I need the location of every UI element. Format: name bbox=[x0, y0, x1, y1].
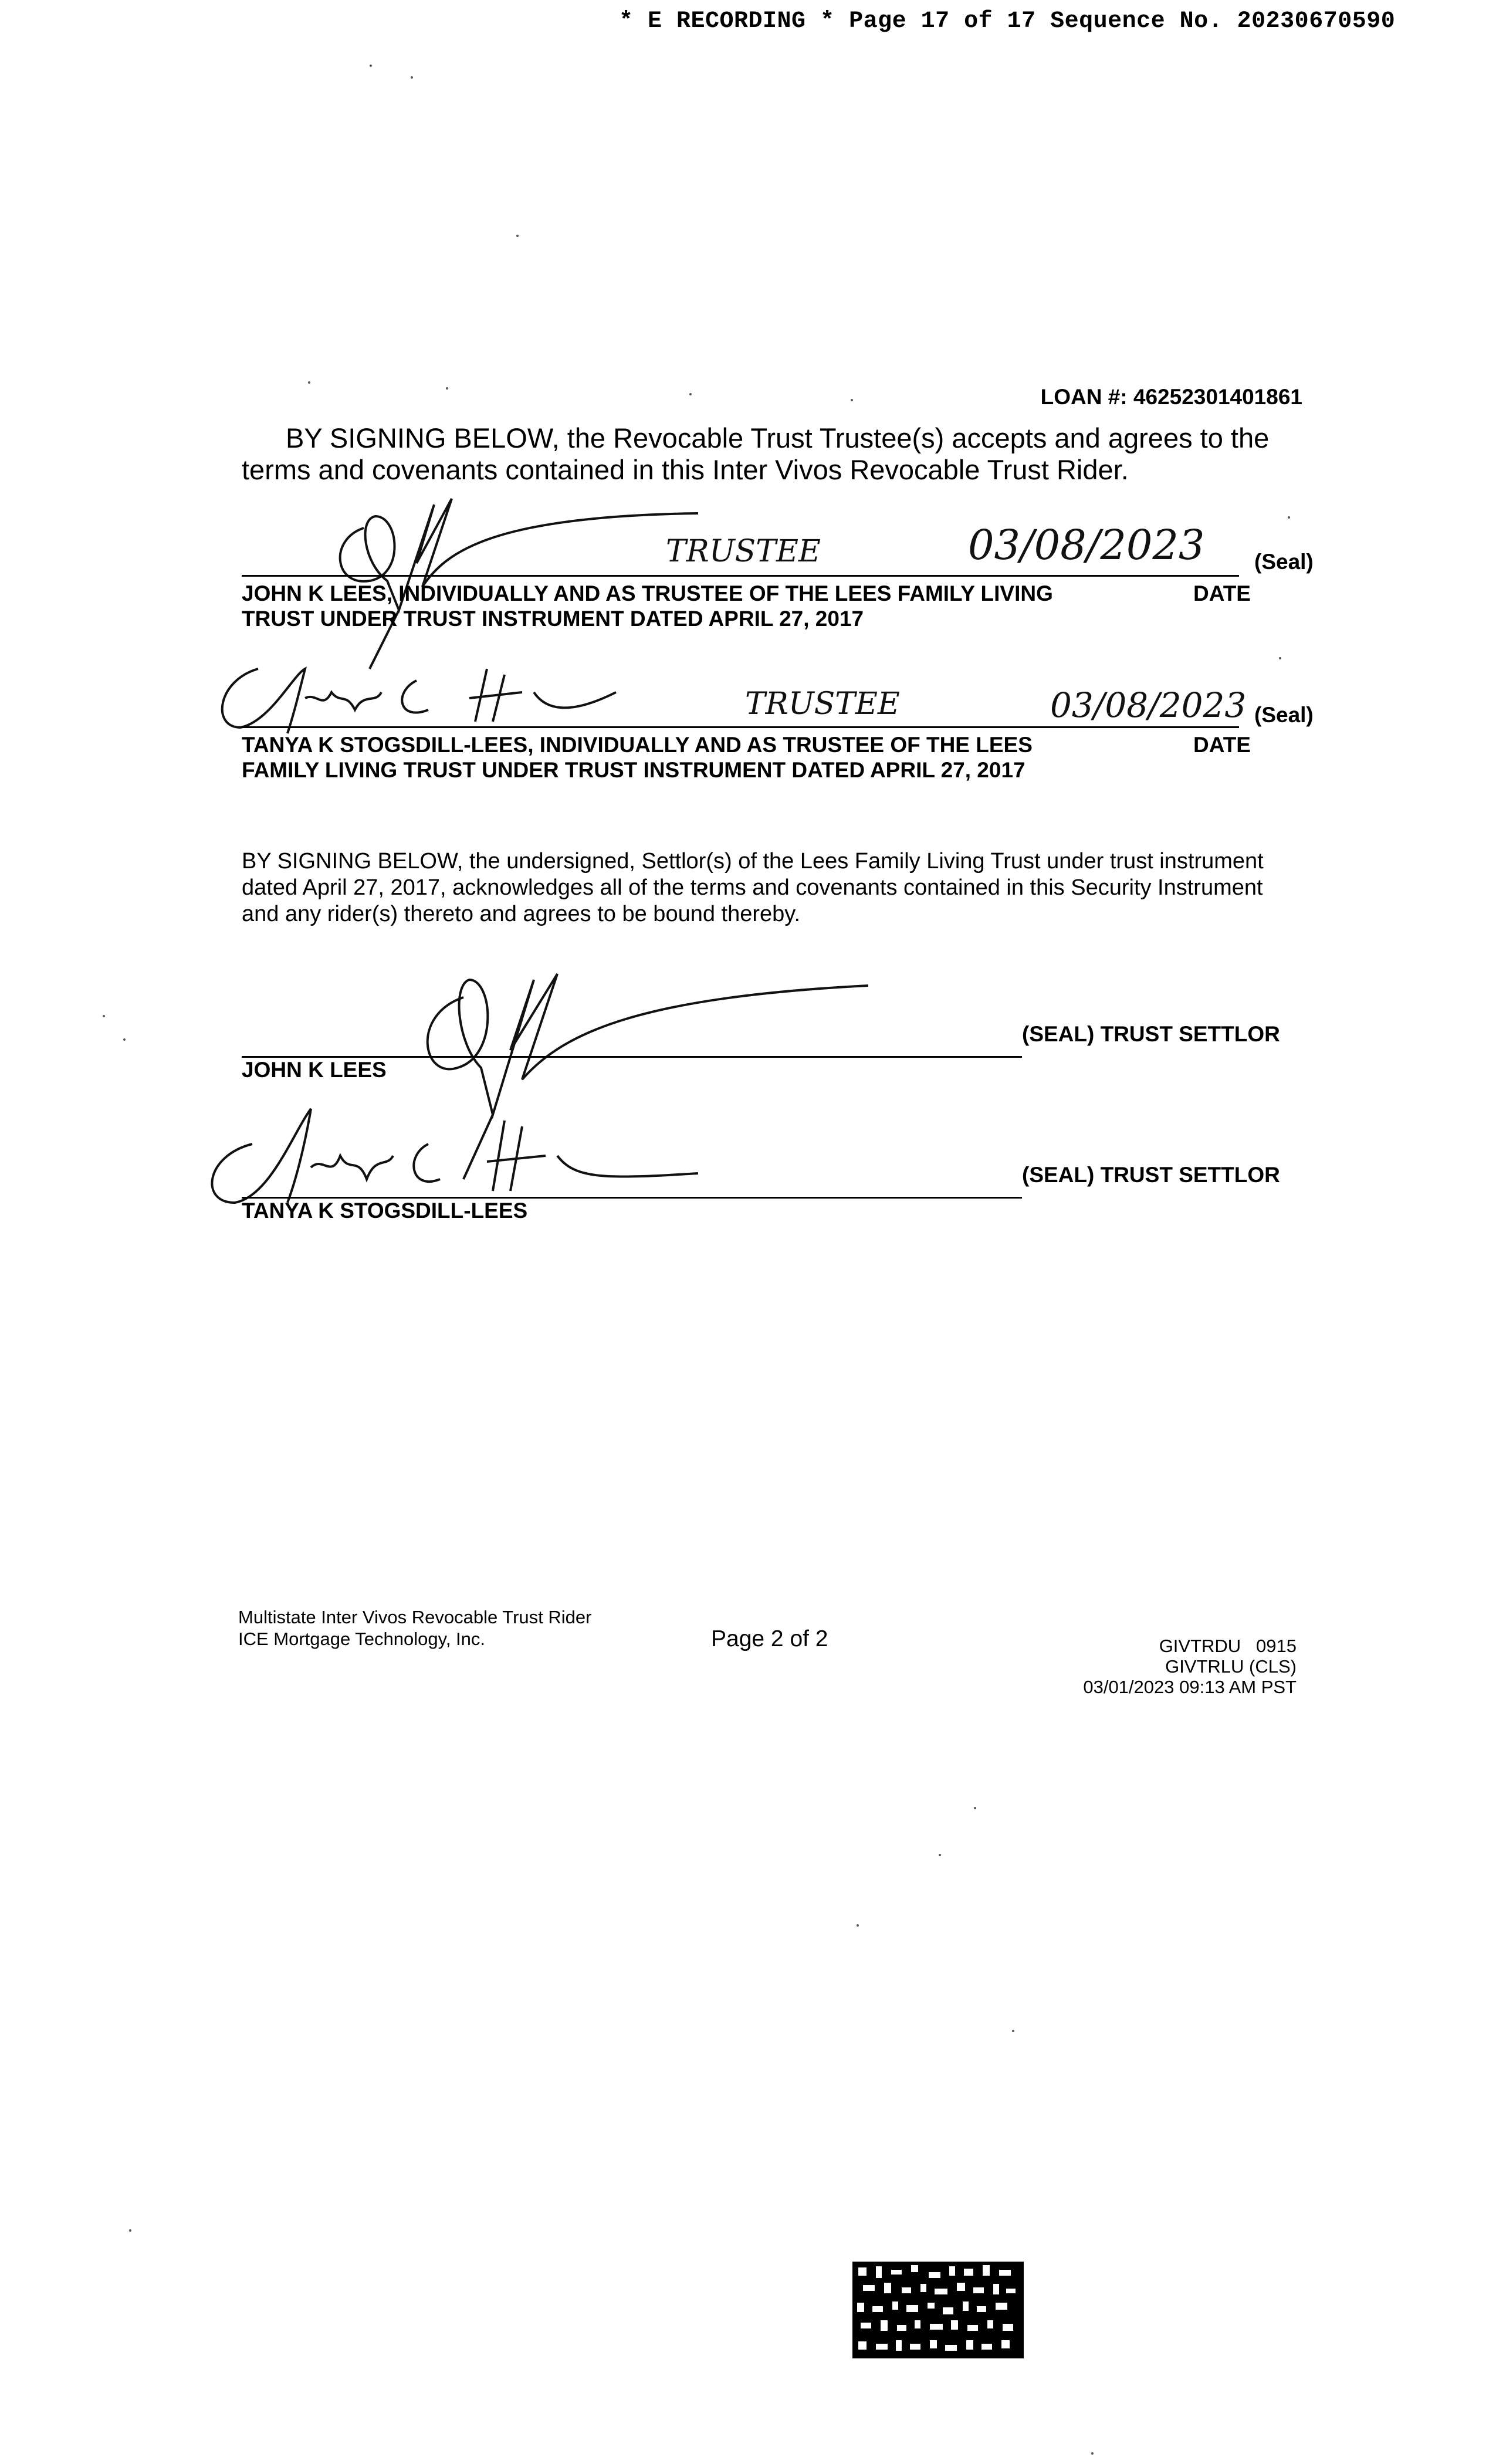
footer-timestamp: 03/01/2023 09:13 AM PST bbox=[1083, 1677, 1297, 1697]
trustee-1-name-line-2: TRUST UNDER TRUST INSTRUMENT DATED APRIL 27, 2017 bbox=[242, 607, 864, 631]
recording-header: * E RECORDING * Page 17 of 17 Sequence No. 20230670590 bbox=[619, 8, 1396, 35]
footer-form-code-2: GIVTRLU (CLS) bbox=[1165, 1656, 1297, 1677]
seal-label-2: (Seal) bbox=[1254, 703, 1314, 727]
handwritten-date-1: 03/08/2023 bbox=[968, 521, 1205, 569]
date-label-2: DATE bbox=[1193, 733, 1251, 757]
handwritten-date-2: 03/08/2023 bbox=[1050, 685, 1247, 725]
trustee-2-name-line-2: FAMILY LIVING TRUST UNDER TRUST INSTRUMENT DATED APRIL 27, 2017 bbox=[242, 758, 1025, 782]
settlor-seal-label-1: (SEAL) TRUST SETTLOR bbox=[1022, 1022, 1280, 1046]
footer-form-code-1: GIVTRDU 0915 bbox=[1159, 1636, 1297, 1656]
handwritten-trustee-2: TRUSTEE bbox=[745, 686, 900, 722]
signature-line-2 bbox=[242, 726, 1239, 728]
handwritten-trustee-1: TRUSTEE bbox=[666, 534, 821, 569]
footer-form-title: Multistate Inter Vivos Revocable Trust Rider bbox=[238, 1607, 592, 1627]
trustee-intro-paragraph: BY SIGNING BELOW, the Revocable Trust Trustee(s) accepts and agrees to the terms and covenants contained in this Inter Vivos Revocable Trust Rider. bbox=[242, 422, 1270, 485]
date-label-1: DATE bbox=[1193, 581, 1251, 605]
footer-right bbox=[1083, 1636, 1297, 1697]
footer-page-number: Page 2 of 2 bbox=[711, 1626, 828, 1651]
footer-company: ICE Mortgage Technology, Inc. bbox=[238, 1629, 486, 1649]
settlor-1-name: JOHN K LEES bbox=[242, 1058, 387, 1082]
settlor-paragraph: BY SIGNING BELOW, the undersigned, Settlor(s) of the Lees Family Living Trust under trust instrument dated April 27, 2017, acknowledges all of the terms and covenants contained in this Security Instrument and any rider(s) thereto and agrees to be bound thereby. bbox=[242, 849, 1264, 926]
signature-line-1 bbox=[242, 575, 1239, 577]
trustee-1-name-line-1: JOHN K LEES, INDIVIDUALLY AND AS TRUSTEE OF THE LEES FAMILY LIVING bbox=[242, 581, 1053, 605]
2d-barcode bbox=[852, 2262, 1024, 2358]
settlor-seal-label-2: (SEAL) TRUST SETTLOR bbox=[1022, 1163, 1280, 1187]
loan-number: LOAN #: 46252301401861 bbox=[1040, 385, 1302, 409]
settlor-2-name: TANYA K STOGSDILL-LEES bbox=[242, 1199, 528, 1223]
seal-label-1: (Seal) bbox=[1254, 550, 1314, 574]
footer-left bbox=[238, 1606, 591, 1650]
trustee-2-name-line-1: TANYA K STOGSDILL-LEES, INDIVIDUALLY AND AS TRUSTEE OF THE LEES bbox=[242, 733, 1033, 757]
